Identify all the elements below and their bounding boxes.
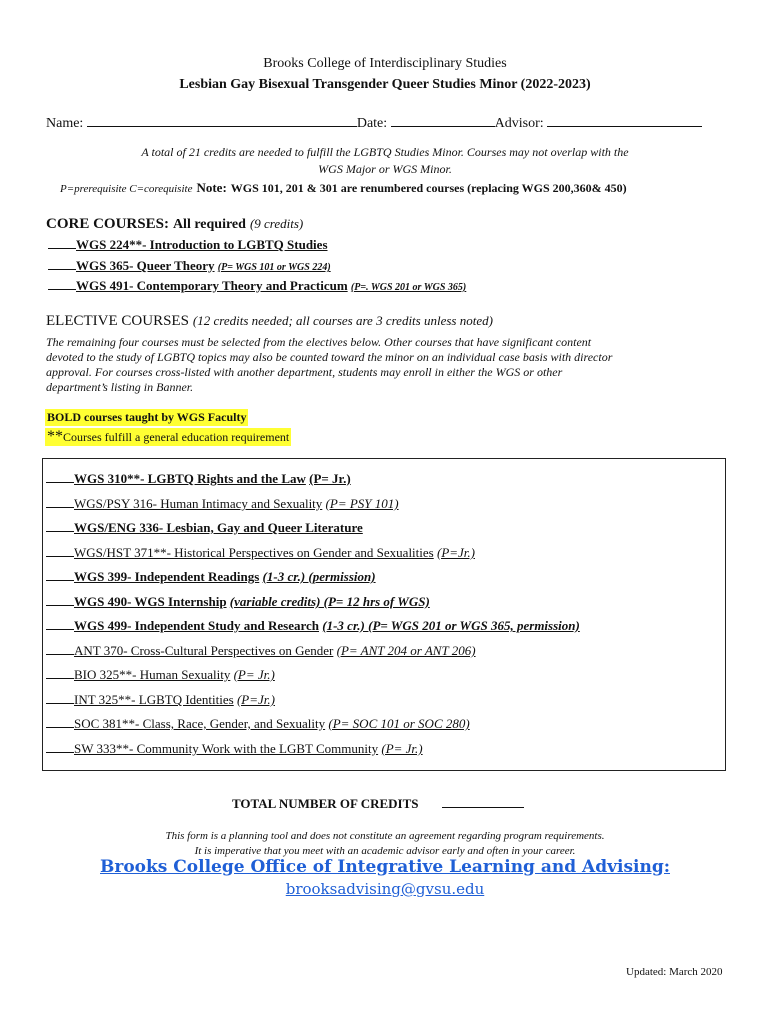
core-course: WGS 365- Queer Theory (P= WGS 101 or WGS 224)	[48, 257, 331, 274]
updated-date: Updated: March 2020	[626, 966, 723, 978]
core-course: WGS 491- Contemporary Theory and Practicum (P=. WGS 201 or WGS 365)	[48, 277, 466, 294]
gen-ed-note: **Courses fulfill a general education requirement	[47, 428, 290, 445]
checkbox-line[interactable]	[48, 257, 76, 270]
advisor-field[interactable]	[547, 114, 702, 127]
checkbox-line[interactable]	[46, 715, 74, 728]
note-text: WGS 101, 201 & 301 are renumbered courses (replacing WGS 200,360& 450)	[230, 181, 627, 195]
date-field[interactable]	[391, 114, 495, 127]
core-course: WGS 224**- Introduction to LGBTQ Studies	[48, 236, 328, 253]
elective-course: ANT 370- Cross-Cultural Perspectives on Gender (P= ANT 204 or ANT 206)	[46, 642, 476, 659]
elective-course: INT 325**- LGBTQ Identities (P=Jr.)	[46, 691, 275, 708]
name-field[interactable]	[87, 114, 357, 127]
checkbox-line[interactable]	[48, 236, 76, 249]
elective-course: WGS 399- Independent Readings (1-3 cr.) (permission)	[46, 568, 376, 585]
elective-desc-1: The remaining four courses must be selected from the electives below. Other courses that have significant content	[46, 335, 592, 349]
elective-course: WGS 499- Independent Study and Research (1-3 cr.) (P= WGS 201 or WGS 365, permission)	[46, 617, 580, 634]
date-label: Date:	[356, 116, 388, 131]
disclaimer-line-2: It is imperative that you meet with an academic advisor early and often in your career.	[194, 845, 576, 857]
form-fields-row	[46, 114, 702, 132]
intro-line-1: A total of 21 credits are needed to fulfill the LGBTQ Studies Minor. Courses may not overlap with the	[141, 145, 629, 159]
elective-course: WGS 310**- LGBTQ Rights and the Law (P= Jr.)	[46, 470, 351, 487]
checkbox-line[interactable]	[46, 593, 74, 606]
name-label: Name:	[46, 116, 84, 131]
total-credits-field[interactable]	[442, 795, 524, 808]
elective-course: SOC 381**- Class, Race, Gender, and Sexuality (P= SOC 101 or SOC 280)	[46, 715, 470, 732]
college-name: Brooks College of Interdisciplinary Studies	[263, 56, 507, 71]
elective-heading: ELECTIVE COURSES (12 credits needed; all courses are 3 credits unless noted)	[46, 313, 493, 329]
prerequisite-legend: P=prerequisite C=corequisite	[60, 183, 193, 195]
disclaimer-line-1: This form is a planning tool and does not constitute an agreement regarding program requirements.	[165, 830, 605, 842]
checkbox-line[interactable]	[46, 642, 74, 655]
checkbox-line[interactable]	[46, 617, 74, 630]
checkbox-line[interactable]	[46, 544, 74, 557]
elective-desc-4: department’s listing in Banner.	[46, 380, 194, 394]
core-heading: CORE COURSES: All required (9 credits)	[46, 216, 304, 232]
checkbox-line[interactable]	[46, 568, 74, 581]
elective-desc-3: approval. For courses cross-listed with another department, students may enroll in either the WGS or other	[46, 365, 563, 379]
checkbox-line[interactable]	[46, 666, 74, 679]
total-credits-label: TOTAL NUMBER OF CREDITS	[232, 796, 419, 811]
total-credits-row	[232, 795, 524, 812]
checkbox-line[interactable]	[46, 470, 74, 483]
advising-office-heading: Brooks College Office of Integrative Learning and Advising:	[100, 857, 670, 877]
elective-course: WGS 490- WGS Internship (variable credits) (P= 12 hrs of WGS)	[46, 593, 430, 610]
checkbox-line[interactable]	[46, 519, 74, 532]
advisor-label: Advisor:	[494, 116, 544, 131]
elective-course: WGS/ENG 336- Lesbian, Gay and Queer Literature	[46, 519, 363, 536]
bold-courses-note: BOLD courses taught by WGS Faculty	[47, 410, 247, 424]
note-row	[60, 179, 627, 197]
intro-line-2: WGS Major or WGS Minor.	[318, 162, 452, 176]
note-label: Note:	[196, 180, 227, 195]
checkbox-line[interactable]	[46, 691, 74, 704]
checkbox-line[interactable]	[46, 740, 74, 753]
elective-course: WGS/PSY 316- Human Intimacy and Sexuality (P= PSY 101)	[46, 495, 399, 512]
elective-course: SW 333**- Community Work with the LGBT Community (P= Jr.)	[46, 740, 423, 757]
advising-email-link[interactable]: brooksadvising@gvsu.edu	[285, 880, 485, 898]
elective-course: WGS/HST 371**- Historical Perspectives on Gender and Sexualities (P=Jr.)	[46, 544, 475, 561]
checkbox-line[interactable]	[46, 495, 74, 508]
elective-course: BIO 325**- Human Sexuality (P= Jr.)	[46, 666, 275, 683]
page-title: Lesbian Gay Bisexual Transgender Queer Studies Minor (2022-2023)	[179, 77, 591, 92]
checkbox-line[interactable]	[48, 277, 76, 290]
elective-desc-2: devoted to the study of LGBTQ topics may also be counted toward the minor on an individual case basis with director	[46, 350, 613, 364]
